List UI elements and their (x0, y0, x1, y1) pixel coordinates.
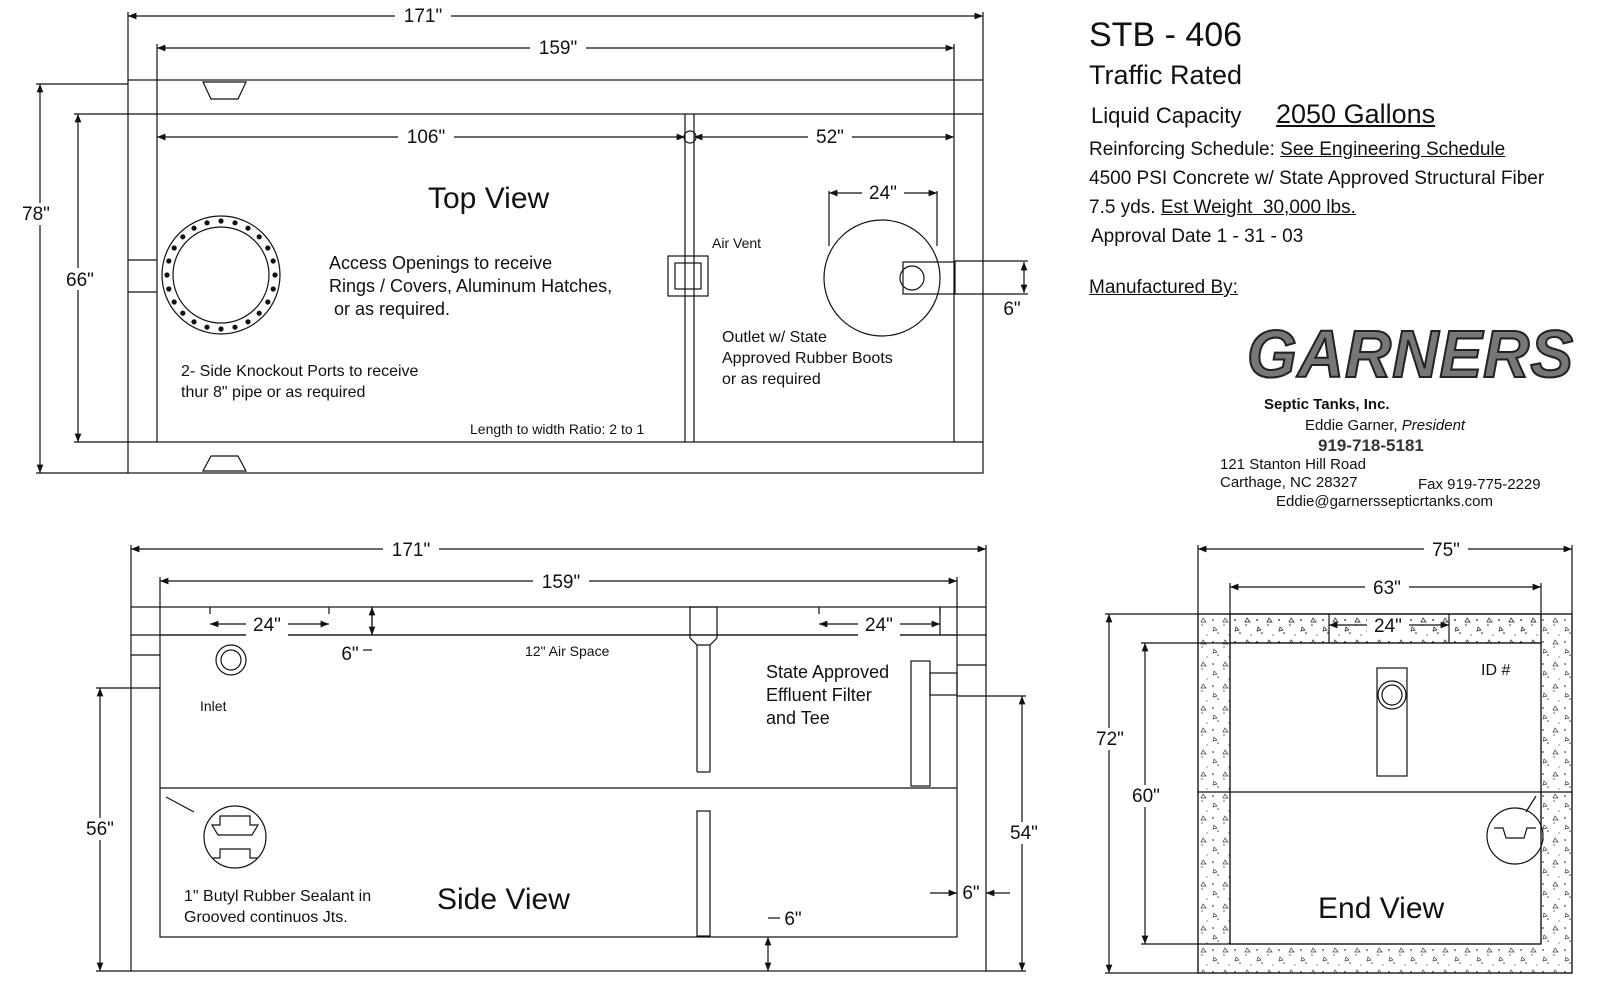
bolt-hole (180, 234, 185, 239)
top-dim-overall-length: 171" (403, 6, 443, 27)
end-dim-overall-width: 75" (1432, 540, 1460, 561)
traffic-rating: Traffic Rated (1089, 60, 1243, 90)
side-dim-right-opening: 24" (865, 615, 893, 636)
knockout-note-line-1: 2- Side Knockout Ports to receive (181, 363, 419, 380)
bolt-hole (272, 272, 277, 277)
side-dim-inner-length: 159" (541, 572, 581, 593)
president-name: Eddie Garner, (1305, 417, 1398, 434)
side-dim-overall-length: 171" (391, 540, 431, 561)
access-note-line-2: Rings / Covers, Aluminum Hatches, (329, 276, 613, 296)
sealant-note-line-1: 1" Butyl Rubber Sealant in (184, 888, 372, 905)
knockout-note-line-2: thur 8" pipe or as required (181, 384, 366, 401)
bolt-hole (218, 218, 223, 223)
side-dim-lid-step: 6" (341, 644, 359, 665)
liquid-capacity-value: 2050 Gallons (1276, 99, 1436, 129)
top-dim-pipe-offset: 6" (1003, 299, 1021, 320)
top-dim-outlet-opening: 24" (869, 183, 897, 204)
bolt-hole (191, 226, 196, 231)
top-dim-inner-width: 66" (66, 270, 94, 291)
bolt-hole (271, 258, 276, 263)
company-name: Septic Tanks, Inc. (1264, 396, 1390, 413)
bolt-hole (265, 299, 270, 304)
outlet-note-line-1: Outlet w/ State (722, 329, 827, 346)
end-dim-overall-height: 72" (1096, 729, 1124, 750)
bolt-hole (166, 258, 171, 263)
bolt-hole (172, 245, 177, 250)
president-line (1305, 417, 1465, 434)
side-dim-inlet-height: 56" (86, 819, 114, 840)
bolt-hole (265, 245, 270, 250)
bolt-hole (164, 272, 169, 277)
bolt-hole (245, 226, 250, 231)
access-openings-note (329, 252, 612, 321)
side-dim-outlet-height: 54" (1010, 823, 1038, 844)
model-number: STB - 406 (1089, 16, 1243, 54)
side-dim-wall: 6" (962, 883, 980, 904)
air-vent-label: Air Vent (712, 235, 762, 251)
id-label: ID # (1481, 662, 1511, 679)
liquid-capacity-label: Liquid Capacity (1091, 103, 1242, 128)
end-dim-inner-width: 63" (1373, 578, 1401, 599)
volume-value: 7.5 yds. (1089, 197, 1156, 218)
bolt-hole (232, 325, 237, 330)
manufactured-by: Manufactured By: (1089, 277, 1238, 298)
air-space-label: 12" Air Space (525, 643, 610, 659)
garners-logo: GARNERS (1247, 316, 1575, 392)
bolt-hole (257, 234, 262, 239)
effluent-filter-note (766, 661, 889, 730)
city-address: Carthage, NC 28327 (1220, 474, 1358, 491)
president-title: President (1401, 417, 1466, 434)
street-address: 121 Stanton Hill Road (1220, 456, 1366, 473)
access-note-line-3: or as required. (329, 299, 451, 319)
top-view-dimensions (40, 16, 1024, 473)
volume-weight (1089, 197, 1356, 219)
bolt-hole (191, 319, 196, 324)
bolt-hole (204, 220, 209, 225)
concrete-spec: 4500 PSI Concrete w/ State Approved Structural Fiber (1089, 168, 1545, 189)
bolt-hole (172, 299, 177, 304)
bolt-hole (180, 311, 185, 316)
filter-note-line-3: and Tee (766, 708, 830, 728)
bolt-hole (245, 319, 250, 324)
end-dim-inner-height: 60" (1132, 786, 1160, 807)
ratio-note: Length to width Ratio: 2 to 1 (470, 421, 645, 437)
sealant-note-line-2: Grooved continuos Jts. (184, 909, 348, 926)
bolt-hole (218, 326, 223, 331)
end-view-title: End View (1318, 892, 1445, 925)
phone-number: 919-718-5181 (1318, 436, 1424, 455)
outlet-note-line-3: or as required (722, 371, 821, 388)
top-dim-inner-length: 159" (538, 38, 578, 59)
bolt-hole (166, 286, 171, 291)
inlet-label: Inlet (200, 698, 227, 714)
filter-note-line-1: State Approved (766, 662, 890, 682)
top-dim-compartment-2: 52" (816, 127, 844, 148)
approval-date: Approval Date 1 - 31 - 03 (1091, 226, 1304, 247)
bolt-hole (257, 311, 262, 316)
top-view-drawing (36, 12, 1028, 473)
top-view-title: Top View (428, 182, 550, 215)
side-dim-left-opening: 24" (253, 615, 281, 636)
reinforcing-schedule (1089, 139, 1505, 161)
filter-note-line-2: Effluent Filter (766, 685, 872, 705)
bolt-hole (271, 286, 276, 291)
access-note-line-1: Access Openings to receive (329, 253, 553, 273)
bolt-hole (204, 325, 209, 330)
reinforcing-value: See Engineering Schedule (1280, 139, 1506, 160)
top-dim-compartment-1: 106" (406, 127, 446, 148)
fax-number: Fax 919-775-2229 (1418, 476, 1541, 493)
outlet-note-line-2: Approved Rubber Boots (722, 350, 893, 367)
side-view-title: Side View (437, 883, 570, 916)
end-dim-opening: 24" (1374, 616, 1402, 637)
outlet-note (722, 327, 893, 390)
bolt-hole (232, 220, 237, 225)
weight-value: Est Weight 30,000 lbs. (1160, 197, 1356, 218)
top-dim-overall-width: 78" (22, 204, 50, 225)
bolt-holes (164, 218, 277, 331)
side-dim-floor: 6" (784, 909, 802, 930)
reinforcing-label: Reinforcing Schedule: (1089, 139, 1275, 160)
knockout-ports-note (181, 361, 418, 403)
email-address: Eddie@garnerssepticrtanks.com (1276, 493, 1493, 510)
sealant-note (184, 886, 371, 928)
